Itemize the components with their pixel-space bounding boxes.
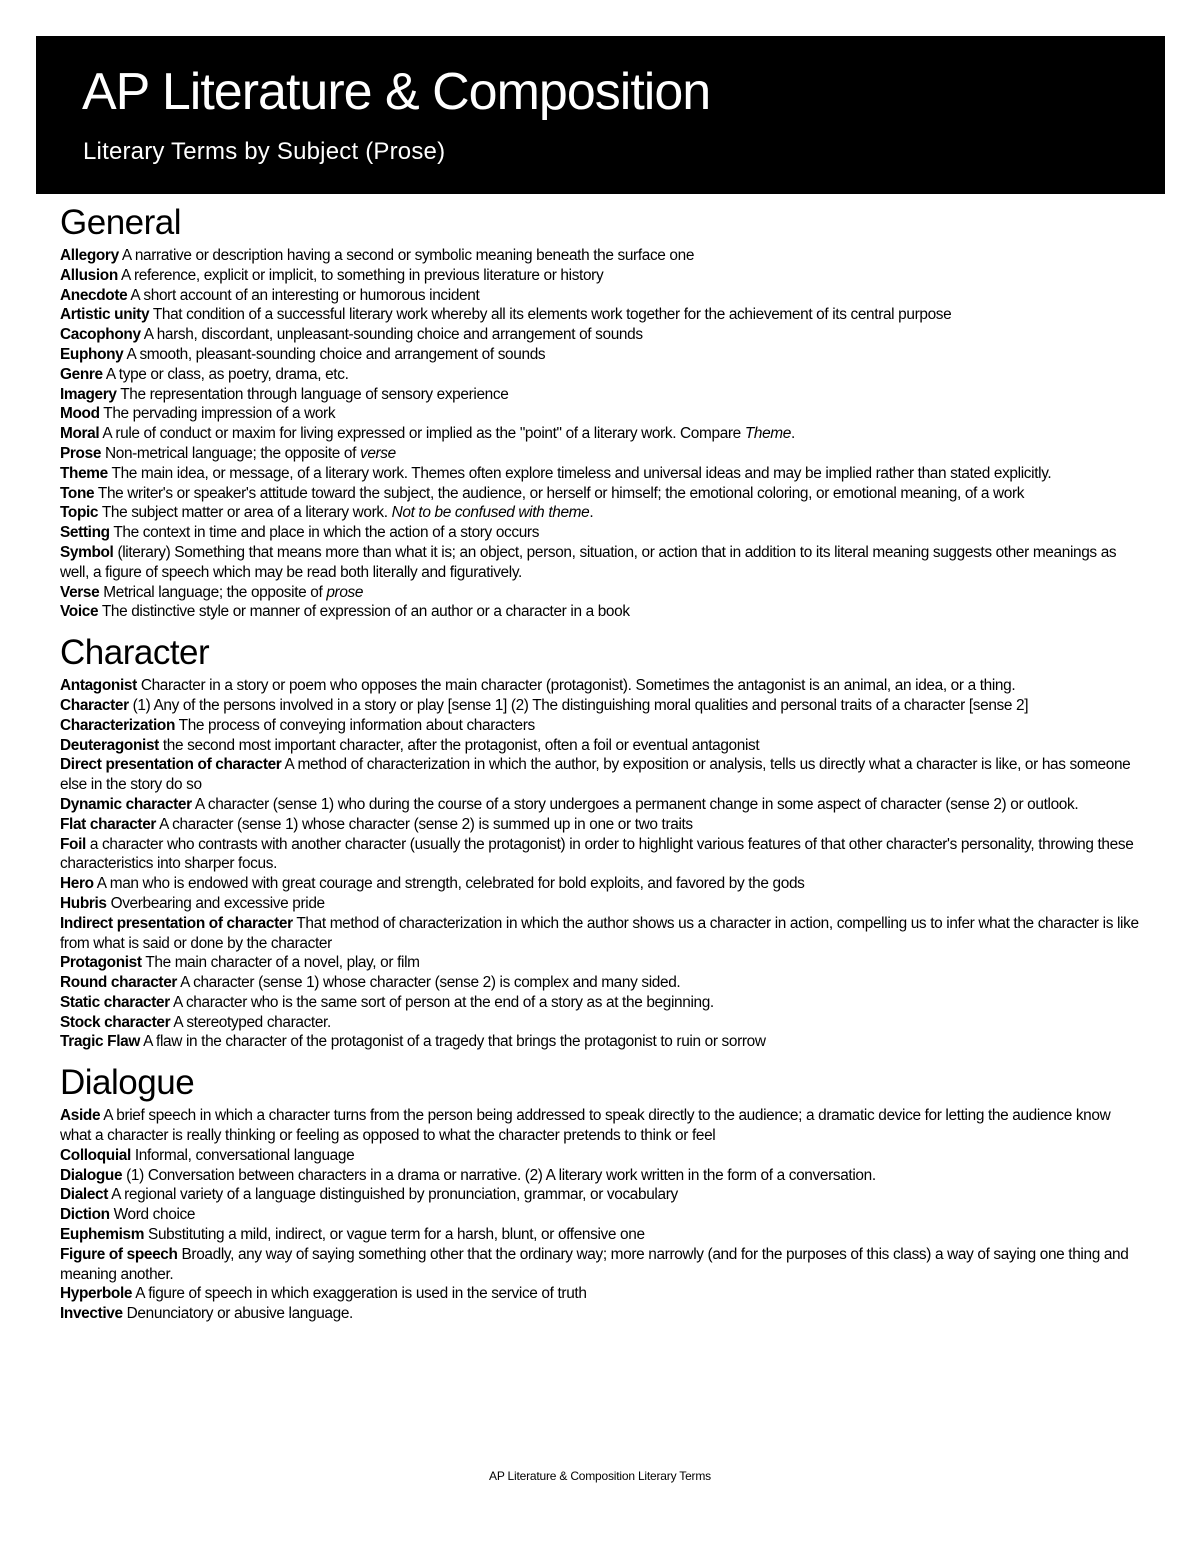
term-entry (60, 286, 1145, 306)
term-definition-end: . (589, 504, 594, 522)
term-definition: A harsh, discordant, unpleasant-sounding choice and arrangement of sounds (143, 326, 643, 344)
term-entry (60, 736, 1145, 756)
term-name: Static character (60, 993, 170, 1011)
term-name: Topic (60, 504, 99, 522)
term-definition: A regional variety of a language distinguished by pronunciation, grammar, or vocabulary (111, 1186, 678, 1204)
term-entry (60, 755, 1145, 795)
term-entry (60, 1205, 1145, 1225)
term-name: Verse (60, 583, 100, 601)
term-entry (60, 503, 1145, 523)
term-definition-end: . (790, 425, 795, 443)
term-definition: Non-metrical language; the opposite of (104, 444, 360, 462)
term-name: Setting (60, 524, 110, 542)
term-entry (60, 325, 1145, 345)
term-definition: The subject matter or area of a literary work. (101, 504, 392, 522)
term-entry (60, 1225, 1145, 1245)
term-definition: A stereotyped character. (173, 1013, 331, 1031)
term-definition: The context in time and place in which the action of a story occurs (113, 524, 540, 542)
term-name: Protagonist (60, 954, 142, 972)
term-definition-italic: verse (359, 444, 396, 462)
term-entry (60, 815, 1145, 835)
term-definition: A character (sense 1) whose character (sense 2) is summed up in one or two traits (159, 815, 693, 833)
term-entry (60, 1245, 1145, 1285)
section-heading-general: General (60, 203, 182, 242)
term-entry (60, 1284, 1145, 1304)
term-definition: a character who contrasts with another character (usually the protagonist) in order to highlight various features of that other character's personality, throwing these characteristics into sharper focus. (60, 835, 1134, 873)
term-entry (60, 266, 1145, 286)
term-name: Euphemism (60, 1226, 145, 1244)
term-entry (60, 993, 1145, 1013)
term-entry (60, 696, 1145, 716)
term-entry (60, 835, 1145, 875)
term-definition: Character in a story or poem who opposes the main character (protagonist). Sometimes the antagonist is an animal, an idea, or a thing. (140, 677, 1016, 695)
term-definition: A figure of speech in which exaggeration is used in the service of truth (135, 1285, 587, 1303)
term-name: Stock character (60, 1013, 171, 1031)
term-definition: (literary) Something that means more than what it is; an object, person, situation, or action that in addition to its literal meaning suggests other meanings as well, a figure of speech which may be read both literally and figuratively. (60, 543, 1117, 581)
term-entry (60, 716, 1145, 736)
term-name: Anecdote (60, 286, 128, 304)
term-definition: A smooth, pleasant-sounding choice and arrangement of sounds (126, 345, 546, 363)
term-name: Dialect (60, 1186, 109, 1204)
term-name: Indirect presentation of character (60, 914, 293, 932)
section-heading-dialogue: Dialogue (60, 1063, 195, 1103)
term-name: Antagonist (60, 677, 137, 695)
term-entry (60, 246, 1145, 266)
term-entry (60, 404, 1145, 424)
term-name: Deuteragonist (60, 736, 159, 754)
term-name: Euphony (60, 345, 124, 363)
term-list-dialogue (60, 1106, 1145, 1324)
term-definition-italic: Theme (744, 425, 791, 443)
term-entry (60, 424, 1145, 444)
term-definition: The distinctive style or manner of expression of an author or a character in a book (101, 603, 630, 621)
term-name: Symbol (60, 543, 114, 561)
term-entry (60, 484, 1145, 504)
term-name: Characterization (60, 716, 175, 734)
term-definition: A method of characterization in which the author, by exposition or analysis, tells us directly what a character is like, or has someone else in the story do so (60, 756, 1131, 794)
term-entry (60, 583, 1145, 603)
term-name: Cacophony (60, 326, 141, 344)
term-definition: The main character of a novel, play, or film (145, 954, 420, 972)
term-definition: A narrative or description having a second or symbolic meaning beneath the surface one (121, 247, 695, 264)
term-definition: That method of characterization in which the author shows us a character in action, compelling us to infer what the character is like from what is said or done by the character (60, 914, 1139, 952)
term-entry (60, 523, 1145, 543)
term-name: Flat character (60, 815, 157, 833)
term-definition: (1) Conversation between characters in a drama or narrative. (2) A literary work written in the form of a conversation. (126, 1166, 876, 1184)
term-entry (60, 795, 1145, 815)
term-entry (60, 464, 1145, 484)
term-entry (60, 385, 1145, 405)
term-name: Aside (60, 1107, 101, 1125)
term-entry (60, 602, 1145, 622)
term-entry (60, 1013, 1145, 1033)
term-definition: A rule of conduct or maxim for living expressed or implied as the "point" of a literary work. Compare (102, 425, 745, 443)
term-name: Direct presentation of character (60, 756, 282, 774)
term-definition: A man who is endowed with great courage and strength, celebrated for bold exploits, and favored by the gods (96, 875, 805, 893)
term-name: Hubris (60, 894, 107, 912)
term-name: Allusion (60, 266, 118, 284)
term-name: Mood (60, 405, 100, 423)
term-definition: Metrical language; the opposite of (103, 583, 327, 601)
term-definition: Word choice (113, 1206, 196, 1224)
term-definition: Broadly, any way of saying something other that the ordinary way; more narrowly (and for the purposes of this class) a way of saying one thing and meaning another. (60, 1245, 1129, 1283)
term-definition: Substituting a mild, indirect, or vague term for a harsh, blunt, or offensive one (148, 1226, 645, 1244)
section-heading-character: Character (60, 633, 210, 673)
term-definition: A type or class, as poetry, drama, etc. (105, 365, 349, 383)
document-title: AP Literature & Composition (82, 63, 711, 121)
term-name: Figure of speech (60, 1245, 178, 1263)
term-entry (60, 1304, 1145, 1324)
term-name: Artistic unity (60, 306, 150, 324)
term-definition-italic: Not to be confused with theme (391, 504, 590, 522)
term-entry (60, 1106, 1145, 1146)
term-entry (60, 874, 1145, 894)
term-definition: A character who is the same sort of person at the end of a story as at the beginning. (172, 993, 714, 1011)
term-name: Genre (60, 365, 103, 383)
term-definition: A reference, explicit or implicit, to something in previous literature or history (120, 266, 604, 284)
header-banner (36, 36, 1165, 194)
term-definition: That condition of a successful literary work whereby all its elements work together for the achievement of its central purpose (152, 306, 952, 324)
term-entry (60, 1032, 1145, 1052)
term-name: Prose (60, 444, 102, 462)
term-name: Character (60, 696, 129, 714)
term-name: Diction (60, 1206, 110, 1224)
term-definition: A short account of an interesting or humorous incident (130, 286, 480, 304)
term-entry (60, 973, 1145, 993)
term-name: Moral (60, 425, 100, 443)
term-name: Hero (60, 875, 94, 893)
term-entry (60, 1146, 1145, 1166)
term-entry (60, 305, 1145, 325)
term-definition: The pervading impression of a work (103, 405, 336, 423)
term-entry (60, 543, 1145, 583)
term-definition: The process of conveying information about characters (178, 716, 535, 734)
term-definition: A brief speech in which a character turns from the person being addressed to speak directly to the audience; a dramatic device for letting the audience know what a character is really thinking or feeling as opposed to what the character pretends to think or feel (60, 1107, 1111, 1145)
term-definition: the second most important character, after the protagonist, often a foil or eventual antagonist (162, 736, 760, 754)
term-entry (60, 1166, 1145, 1186)
term-name: Invective (60, 1305, 123, 1323)
term-definition-italic: prose (326, 583, 364, 601)
term-name: Allegory (60, 247, 119, 264)
terms-content (60, 200, 1145, 1324)
term-name: Round character (60, 974, 178, 992)
term-list-character (60, 676, 1145, 1052)
term-name: Tone (60, 484, 95, 502)
term-entry (60, 676, 1145, 696)
document-subtitle: Literary Terms by Subject (Prose) (83, 138, 446, 165)
term-definition: Denunciatory or abusive language. (126, 1305, 353, 1323)
term-entry (60, 953, 1145, 973)
term-name: Colloquial (60, 1146, 131, 1164)
term-name: Imagery (60, 385, 117, 403)
term-definition: Overbearing and excessive pride (110, 894, 325, 912)
term-definition: The main idea, or message, of a literary work. Themes often explore timeless and universal ideas and may be implied rather than stated explicitly. (111, 464, 1052, 482)
term-definition: A character (sense 1) whose character (sense 2) is complex and many sided. (180, 974, 681, 992)
term-name: Hyperbole (60, 1285, 133, 1303)
term-name: Dialogue (60, 1166, 123, 1184)
page-footer: AP Literature & Composition Literary Terms (489, 1469, 711, 1483)
term-definition: A character (sense 1) who during the course of a story undergoes a permanent change in some aspect of character (sense 2) or outlook. (194, 795, 1079, 813)
term-definition: (1) Any of the persons involved in a story or play [sense 1] (2) The distinguishing moral qualities and personal traits of a character [sense 2] (132, 696, 1029, 714)
term-definition: The writer's or speaker's attitude toward the subject, the audience, or herself or himself; the emotional coloring, or emotional meaning, of a work (97, 484, 1025, 502)
term-entry (60, 894, 1145, 914)
term-definition: The representation through language of sensory experience (120, 385, 509, 403)
term-entry (60, 914, 1145, 954)
term-name: Theme (60, 464, 108, 482)
term-name: Tragic Flaw (60, 1033, 140, 1051)
term-entry (60, 444, 1145, 464)
term-definition: A flaw in the character of the protagonist of a tragedy that brings the protagonist to ruin or sorrow (143, 1033, 766, 1051)
term-list-general (60, 246, 1145, 622)
term-definition: Informal, conversational language (134, 1146, 355, 1164)
term-name: Dynamic character (60, 795, 192, 813)
term-entry (60, 365, 1145, 385)
term-entry (60, 1185, 1145, 1205)
term-entry (60, 345, 1145, 365)
term-name: Foil (60, 835, 86, 853)
term-name: Voice (60, 603, 99, 621)
